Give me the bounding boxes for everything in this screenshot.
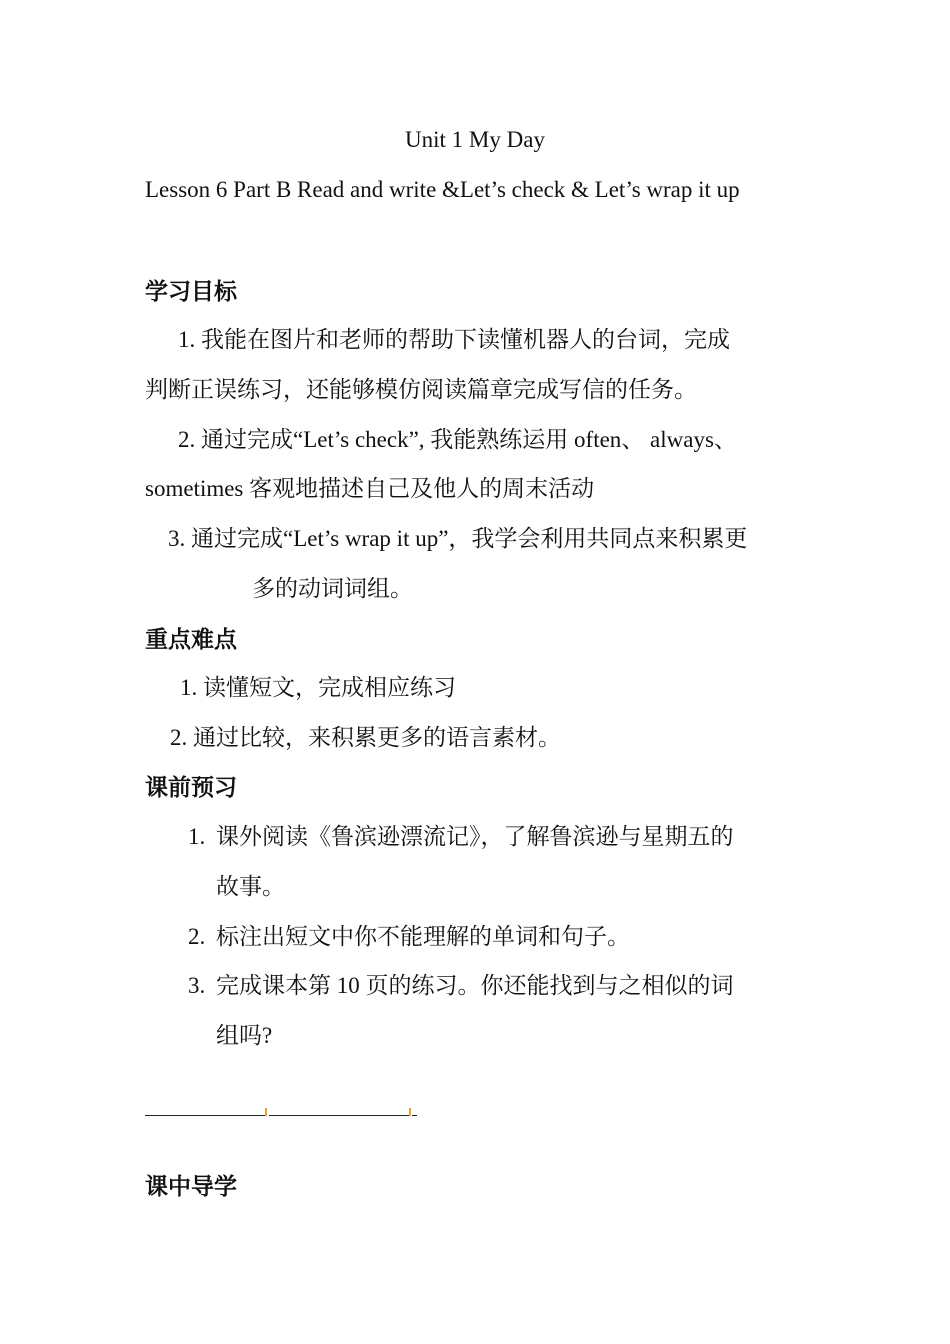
answer-blank-2[interactable] [269,1115,409,1116]
preview-item-1-line-2: 故事。 [216,874,285,899]
preview-item-3-line-2: 组吗? [216,1023,273,1048]
key-points-heading: 重点难点 [145,627,237,653]
preview-item-3-line-1: 完成课本第 10 页的练习。你还能找到与之相似的词 [216,973,734,998]
answer-blank-1[interactable] [145,1115,265,1116]
objective-line-5: 3. 通过完成“Let’s wrap it up”，我学会利用共同点来积累更 [168,526,748,551]
guided-study-heading: 课中导学 [145,1174,237,1200]
key-point-line-1: 1. 读懂短文，完成相应练习 [180,675,456,700]
unit-title: Unit 1 My Day [405,127,545,152]
objective-line-6: 多的动词词组。 [252,576,413,601]
preview-number-1: 1. [188,824,206,849]
objectives-heading: 学习目标 [145,279,237,305]
lesson-subtitle: Lesson 6 Part B Read and write &Let’s check & Let’s wrap it up [145,177,740,202]
objective-line-2: 判断正误练习，还能够模仿阅读篇章完成写信的任务。 [145,377,697,402]
preview-heading: 课前预习 [145,775,237,801]
objective-line-4: sometimes 客观地描述自己及他人的周末活动 [145,476,595,501]
preview-number-2: 2. [188,924,206,949]
blank-marker-2 [409,1108,411,1116]
objective-line-1: 1. 我能在图片和老师的帮助下读懂机器人的台词，完成 [178,327,730,352]
preview-number-3: 3. [188,973,206,998]
blank-marker-1 [265,1108,267,1116]
preview-item-1-line-1: 课外阅读《鲁滨逊漂流记》，了解鲁滨逊与星期五的 [216,824,734,849]
objective-line-3: 2. 通过完成“Let’s check”, 我能熟练运用 often、 always、 [178,427,737,452]
preview-item-2: 标注出短文中你不能理解的单词和句子。 [216,924,630,949]
answer-blank-3[interactable] [412,1115,417,1116]
key-point-line-2: 2. 通过比较，来积累更多的语言素材。 [170,725,561,750]
